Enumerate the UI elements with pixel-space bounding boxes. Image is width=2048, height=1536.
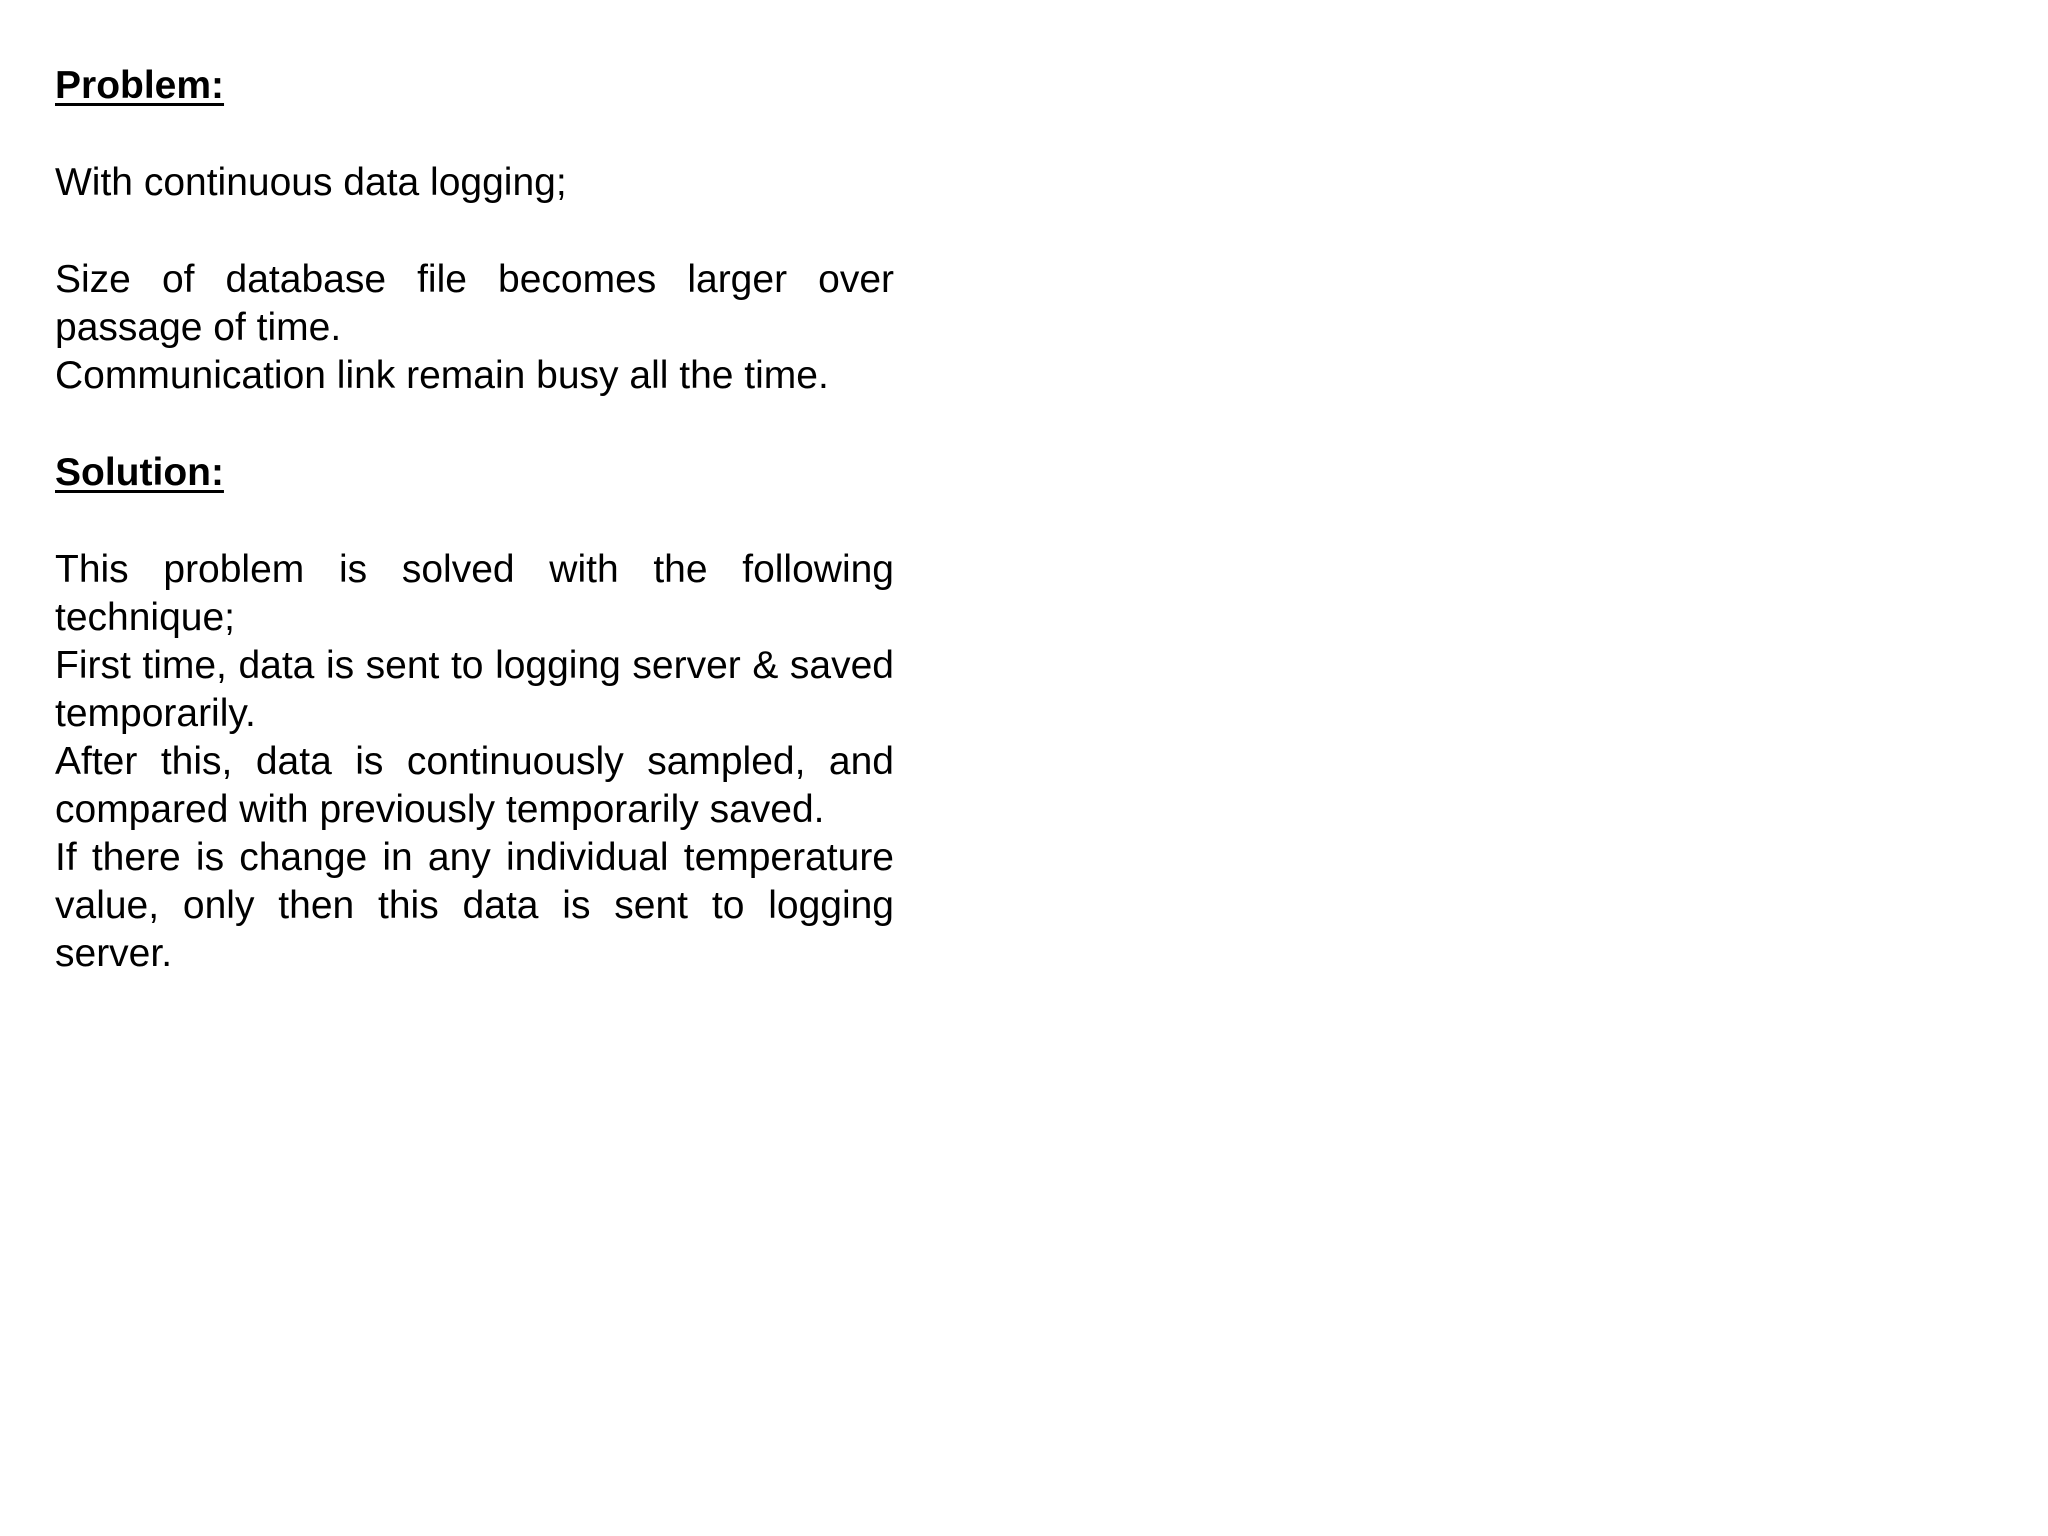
problem-intro: With continuous data logging; xyxy=(55,161,567,204)
solution-point: This problem is solved with the following technique; xyxy=(55,548,894,639)
spacer xyxy=(55,207,894,256)
problem-point: Communication link remain busy all the time. xyxy=(55,354,829,397)
solution-point: After this, data is continuously sampled, and compared with previously temporarily saved. xyxy=(55,740,894,831)
problem-heading: Problem: xyxy=(55,64,225,107)
solution-point: If there is change in any individual temperature value, only then this data is sent to logging server. xyxy=(55,836,894,975)
spacer xyxy=(55,400,894,449)
document-text xyxy=(55,62,894,978)
solution-point: First time, data is sent to logging server & saved temporarily. xyxy=(55,644,894,735)
solution-heading: Solution: xyxy=(55,451,224,494)
problem-point: Size of database file becomes larger over passage of time. xyxy=(55,258,894,349)
spacer xyxy=(55,110,894,159)
spacer xyxy=(55,497,894,546)
